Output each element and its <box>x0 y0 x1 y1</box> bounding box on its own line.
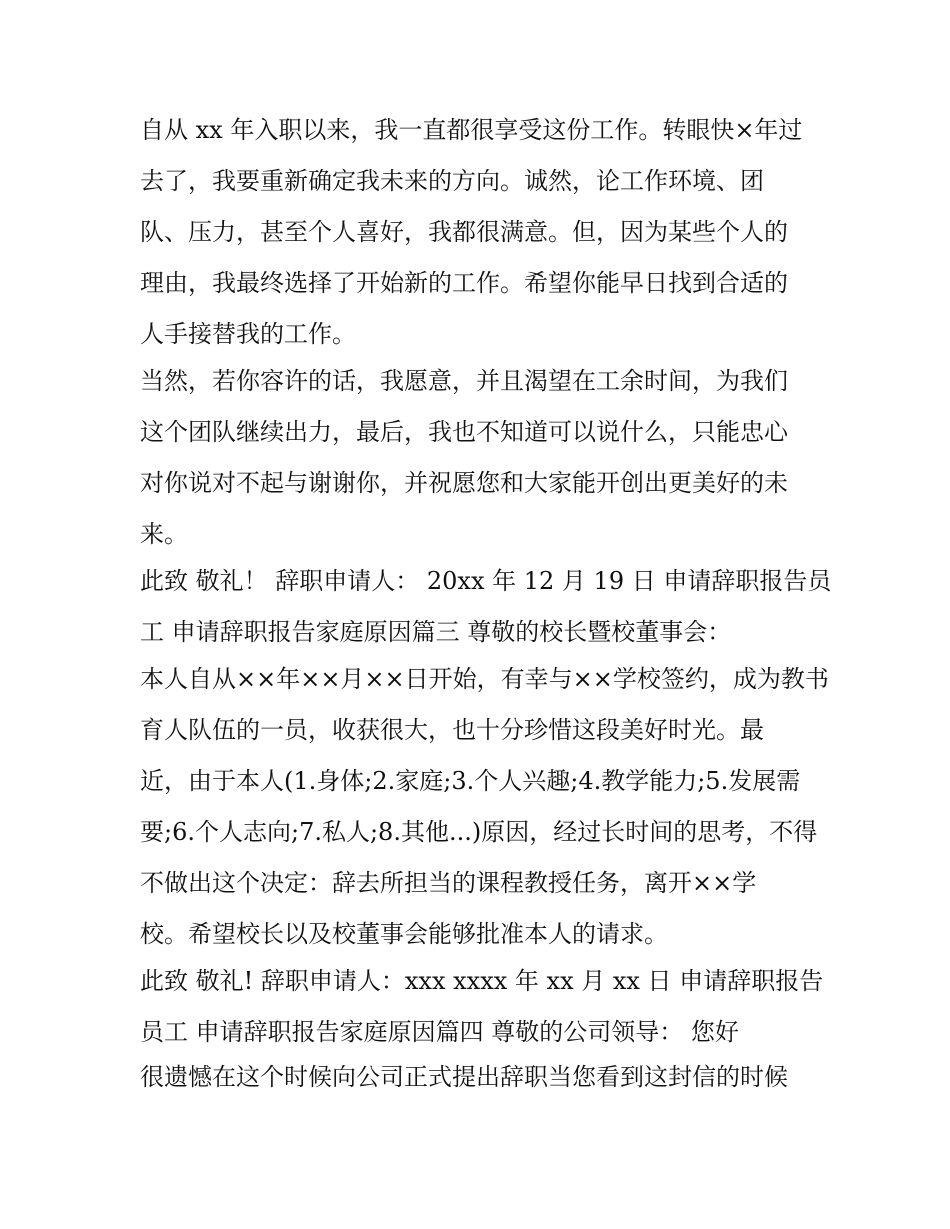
text-line: 本人自从××年××月××日开始，有幸与××学校签约，成为教书 <box>140 665 829 693</box>
text-line: 要;6.个人志向;7.私人;8.其他...)原因，经过长时间的思考，不得 <box>140 818 818 846</box>
text-line: 对你说对不起与谢谢你，并祝愿您和大家能开创出更美好的未 <box>140 469 788 497</box>
text-line: 当然，若你容许的话，我愿意，并且渴望在工余时间，为我们 <box>140 367 788 395</box>
text-line: 工 申请辞职报告家庭原因篇三 尊敬的校长暨校董事会： <box>140 618 732 646</box>
text-line: 队、压力，甚至个人喜好，我都很满意。但，因为某些个人的 <box>140 218 788 246</box>
text-line: 理由，我最终选择了开始新的工作。希望你能早日找到合适的 <box>140 269 788 297</box>
text-line: 员工 申请辞职报告家庭原因篇四 尊敬的公司领导： 您好 <box>140 1018 739 1046</box>
text-line: 很遗憾在这个时候向公司正式提出辞职当您看到这封信的时候 <box>140 1063 788 1091</box>
text-line: 去了，我要重新确定我未来的方向。诚然，论工作环境、团 <box>140 167 764 195</box>
text-line: 来。 <box>140 520 188 548</box>
text-line: 此致 敬礼！ 辞职申请人： 20xx 年 12 月 19 日 申请辞职报告员 <box>140 567 832 595</box>
text-line: 不做出这个决定：辞去所担当的课程教授任务，离开××学 <box>140 869 757 897</box>
document-body <box>140 108 830 1106</box>
text-line: 此致 敬礼! 辞职申请人：xxx xxxx 年 xx 月 xx 日 申请辞职报告 <box>140 967 824 995</box>
text-line: 人手接替我的工作。 <box>140 320 356 348</box>
text-line: 这个团队继续出力，最后，我也不知道可以说什么，只能忠心 <box>140 418 788 446</box>
text-line: 近，由于本人(1.身体;2.家庭;3.个人兴趣;4.教学能力;5.发展需 <box>140 767 801 795</box>
text-line: 校。希望校长以及校董事会能够批准本人的请求。 <box>140 920 668 948</box>
text-line: 育人队伍的一员，收获很大，也十分珍惜这段美好时光。最 <box>140 716 764 744</box>
text-line: 自从 xx 年入职以来，我一直都很享受这份工作。转眼快×年过 <box>140 116 803 144</box>
